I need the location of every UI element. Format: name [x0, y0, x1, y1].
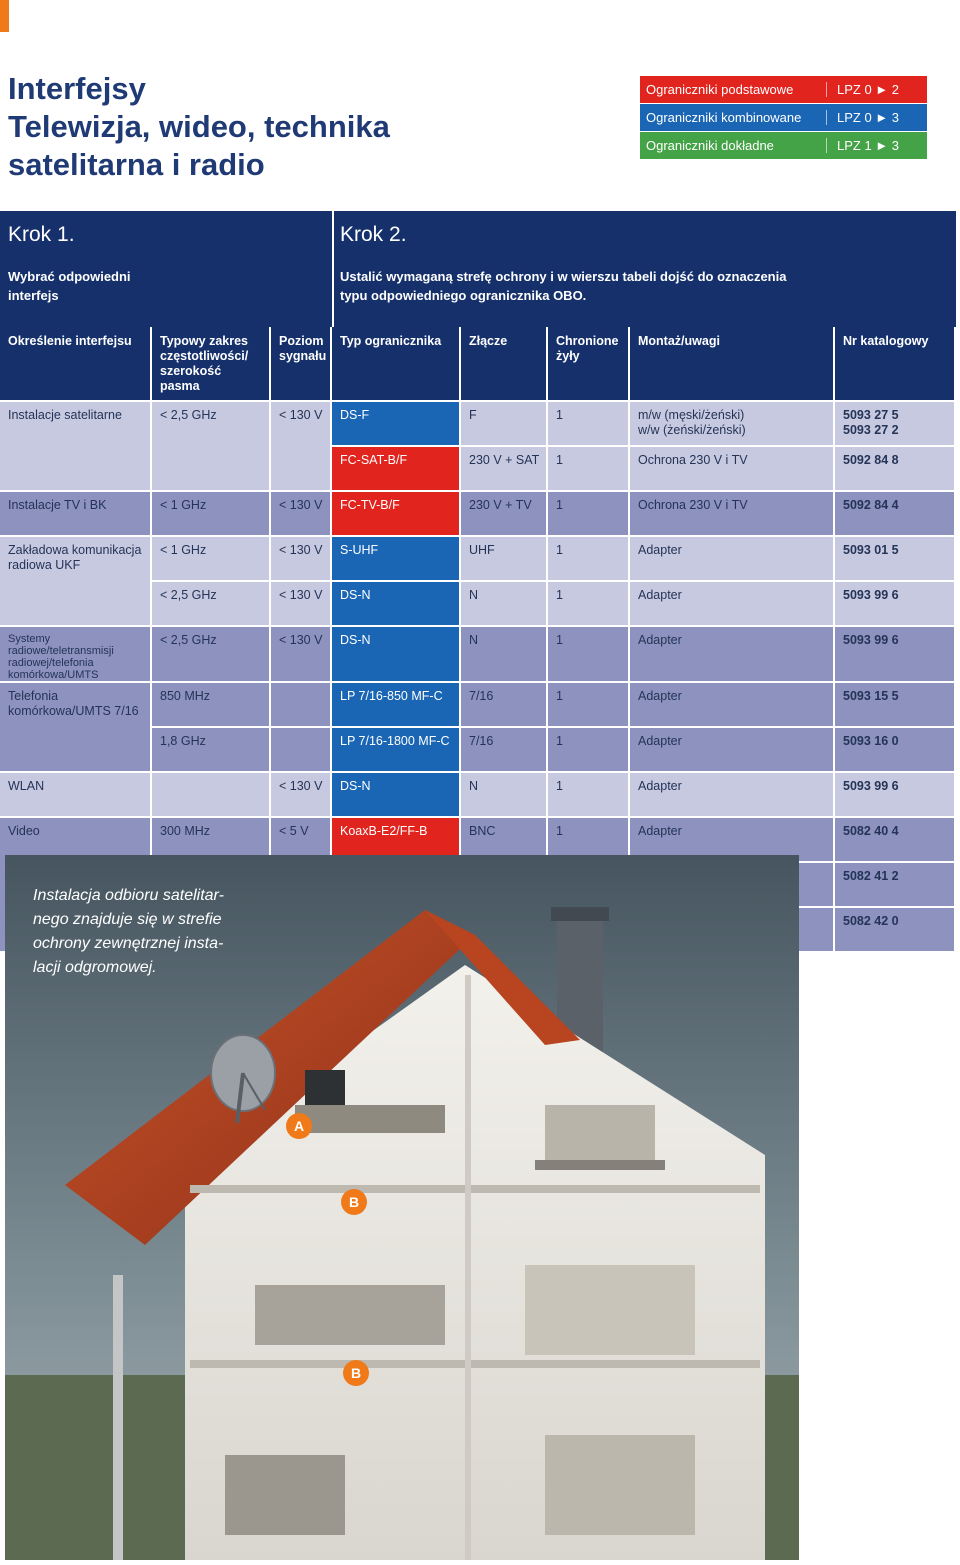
cell-connector: N — [461, 580, 548, 625]
cell-wires: 1 — [548, 816, 630, 861]
table-row — [0, 535, 956, 580]
cell-interface: Instalacje TV i BK — [0, 490, 152, 535]
cell-type: FC-SAT-B/F — [332, 445, 461, 490]
cell-type: LP 7/16-1800 MF-C — [332, 726, 461, 771]
cell-frequency: 300 MHz — [152, 816, 271, 951]
cell-type: DS-N — [332, 771, 461, 816]
cell-catalog: 5093 16 0 — [835, 726, 956, 771]
legend-name: Ograniczniki kombinowane — [646, 110, 802, 125]
marker-b: B — [341, 1189, 367, 1215]
cell-wires: 1 — [548, 681, 630, 726]
step-1-line: interfejs — [8, 288, 59, 303]
cell-level: < 130 V — [271, 490, 332, 535]
cell-catalog: 5082 41 2 — [835, 861, 956, 906]
cell-type: FC-TV-B/F — [332, 490, 461, 535]
cell-connector: 230 V + TV — [461, 490, 548, 535]
cell-wires: 1 — [548, 771, 630, 816]
cell-interface: Systemy radiowe/teletransmisji radiowej/telefonia komórkowa/UMTS — [0, 625, 152, 681]
table-row — [0, 400, 956, 445]
step-2-line: typu odpowiedniego ogranicznika OBO. — [340, 288, 587, 303]
cell-connector: 230 V + SAT — [461, 445, 548, 490]
protection-legend — [640, 76, 927, 160]
cell-type: S-UHF — [332, 535, 461, 580]
page-title — [8, 70, 390, 184]
cell-frequency — [152, 771, 271, 816]
cell-mounting: Adapter — [630, 625, 835, 681]
marker-a: A — [286, 1113, 312, 1139]
cell-connector: N — [461, 625, 548, 681]
header-frequency: Typowy zakres częstotliwości/ szerokość pasma — [152, 327, 271, 400]
legend-row-fine — [640, 132, 927, 159]
header-protector-type: Typ ogranicznika — [332, 327, 461, 400]
catalog-line: 5093 27 5 — [843, 408, 899, 422]
cell-wires: 1 — [548, 445, 630, 490]
cell-catalog: 5093 01 5 — [835, 535, 956, 580]
cell-mounting: Adapter — [630, 726, 835, 771]
title-line: Telewizja, wideo, technika — [8, 109, 390, 144]
table-row — [0, 490, 956, 535]
cell-level — [271, 726, 332, 771]
header-protected-wires: Chronione żyły — [548, 327, 630, 400]
cell-connector: 7/16 — [461, 726, 548, 771]
cell-wires: 1 — [548, 625, 630, 681]
cell-catalog: 5082 40 4 — [835, 816, 956, 861]
legend-row-basic — [640, 76, 927, 103]
cell-connector: BNC — [461, 816, 548, 861]
cell-mounting — [630, 400, 835, 445]
cell-mounting: Adapter — [630, 771, 835, 816]
cell-type: LP 7/16-850 MF-C — [332, 681, 461, 726]
marker-b: B — [343, 1360, 369, 1386]
cell-wires: 1 — [548, 726, 630, 771]
cell-interface: WLAN — [0, 771, 152, 816]
legend-name: Ograniczniki dokładne — [646, 138, 774, 153]
table-row — [0, 681, 956, 726]
mount-line: m/w (męski/żeński) — [638, 408, 745, 422]
cell-frequency: < 1 GHz — [152, 535, 271, 580]
cell-mounting: Adapter — [630, 816, 835, 861]
header-mounting: Montaż/uwagi — [630, 327, 835, 400]
cell-catalog: 5092 84 4 — [835, 490, 956, 535]
catalog-line: 5093 27 2 — [843, 423, 899, 437]
steps-divider — [332, 211, 334, 327]
cell-catalog — [835, 400, 956, 445]
step-1-heading: Krok 1. — [8, 223, 75, 246]
cell-type: DS-N — [332, 580, 461, 625]
cell-frequency: < 1 GHz — [152, 490, 271, 535]
orange-tab — [0, 0, 9, 32]
cell-level: < 130 V — [271, 771, 332, 816]
legend-value: LPZ 0 ► 2 — [826, 82, 927, 97]
legend-name: Ograniczniki podstawowe — [646, 82, 794, 97]
cell-interface: Telefonia komórkowa/UMTS 7/16 — [0, 681, 152, 771]
header-connector: Złącze — [461, 327, 548, 400]
cell-interface: Instalacje satelitarne — [0, 400, 152, 490]
cell-level: < 5 V — [271, 816, 332, 951]
cell-wires: 1 — [548, 580, 630, 625]
cell-wires: 1 — [548, 490, 630, 535]
cell-connector: F — [461, 400, 548, 445]
cell-connector: N — [461, 771, 548, 816]
step-1 — [8, 223, 328, 305]
caption-line: nego znajduje się w strefie — [33, 911, 222, 928]
cell-level — [271, 681, 332, 726]
table-row — [0, 625, 956, 681]
title-line: satelitarna i radio — [8, 147, 265, 182]
cell-mounting: Ochrona 230 V i TV — [630, 490, 835, 535]
cell-frequency: < 2,5 GHz — [152, 400, 271, 490]
cell-catalog: 5092 84 8 — [835, 445, 956, 490]
step-1-text — [8, 267, 328, 305]
mount-line: w/w (żeński/żeński) — [638, 423, 746, 437]
step-2-heading: Krok 2. — [340, 223, 407, 246]
cell-connector: UHF — [461, 535, 548, 580]
cell-level: < 130 V — [271, 580, 332, 625]
caption-line: ochrony zewnętrznej insta- — [33, 935, 224, 952]
step-2-text — [340, 267, 940, 305]
cell-frequency: < 2,5 GHz — [152, 580, 271, 625]
cell-mounting: Ochrona 230 V i TV — [630, 445, 835, 490]
header-catalog-number: Nr katalogowy — [835, 327, 956, 400]
header-interface: Określenie interfejsu — [0, 327, 152, 400]
table-header-row — [0, 327, 956, 400]
cell-mounting: Adapter — [630, 580, 835, 625]
cell-type: DS-N — [332, 625, 461, 681]
cell-level: < 130 V — [271, 400, 332, 490]
cell-catalog: 5093 15 5 — [835, 681, 956, 726]
cell-type: KoaxB-E2/FF-B — [332, 816, 461, 861]
cell-wires: 1 — [548, 400, 630, 445]
caption-line: Instalacja odbioru satelitar- — [33, 887, 224, 904]
cell-frequency: 850 MHz — [152, 681, 271, 726]
cell-wires: 1 — [548, 535, 630, 580]
cell-mounting: Adapter — [630, 681, 835, 726]
title-line: Interfejsy — [8, 71, 146, 106]
step-1-line: Wybrać odpowiedni — [8, 269, 131, 284]
cell-catalog: 5093 99 6 — [835, 580, 956, 625]
photo-caption — [33, 884, 253, 980]
cell-catalog: 5082 42 0 — [835, 906, 956, 951]
cell-frequency: 1,8 GHz — [152, 726, 271, 771]
step-2 — [340, 223, 940, 305]
cell-interface: Video — [0, 816, 152, 951]
legend-value: LPZ 0 ► 3 — [826, 110, 927, 125]
legend-value: LPZ 1 ► 3 — [826, 138, 927, 153]
header-signal-level: Poziom sygnału — [271, 327, 332, 400]
cell-type: DS-F — [332, 400, 461, 445]
steps-panel — [0, 211, 956, 327]
table-row — [0, 771, 956, 816]
cell-mounting: Adapter — [630, 535, 835, 580]
cell-catalog: 5093 99 6 — [835, 625, 956, 681]
caption-line: lacji odgromowej. — [33, 959, 157, 976]
cell-catalog: 5093 99 6 — [835, 771, 956, 816]
legend-row-combined — [640, 104, 927, 131]
cell-frequency: < 2,5 GHz — [152, 625, 271, 681]
step-2-line: Ustalić wymaganą strefę ochrony i w wierszu tabeli dojść do oznaczenia — [340, 269, 787, 284]
cell-level: < 130 V — [271, 625, 332, 681]
cell-level: < 130 V — [271, 535, 332, 580]
cell-connector: 7/16 — [461, 681, 548, 726]
cell-interface: Zakładowa komunikacja radiowa UKF — [0, 535, 152, 625]
